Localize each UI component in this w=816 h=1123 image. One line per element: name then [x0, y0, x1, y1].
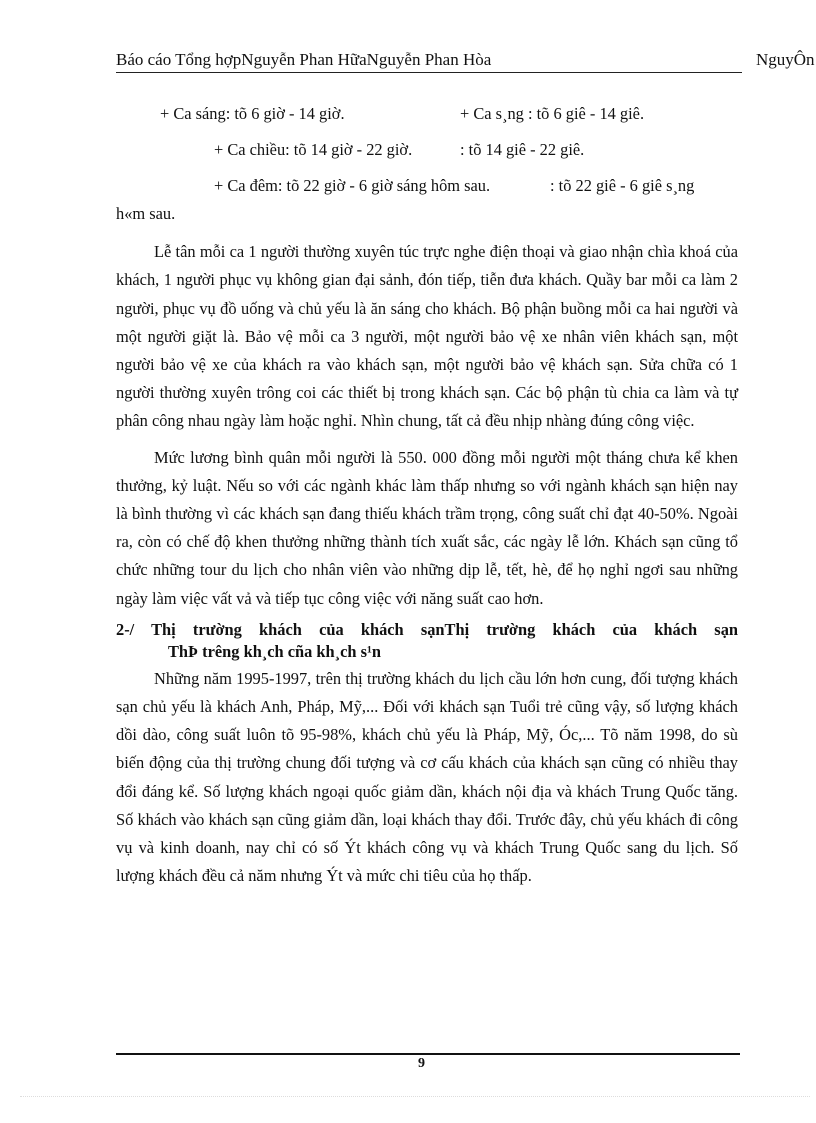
shift-morning: + Ca sáng: tõ 6 giờ - 14 giờ.: [160, 104, 345, 123]
shift-night-garbled: : tõ 22 giê - 6 giê s¸ng: [550, 176, 695, 195]
shift-night: + Ca đêm: tõ 22 giờ - 6 giờ sáng hôm sau.: [214, 176, 491, 195]
paragraph-salary: Mức lương bình quân mỗi người là 550. 000 đồng mỗi người một tháng chưa kể khen thưởng, kỷ luật. Nếu so với các ngành khác làm thấp nhưng so với ngành khách sạn hiện nay là bình thường vì các khách sạn đang thiếu khách trầm trọng, công suất chỉ đạt 40-50%. Ngoài ra, còn có chế độ khen thưởng những thành tích xuất sắc, các ngày lễ lớn. Khách sạn cũng tổ chức những tour du lịch cho nhân viên vào những dịp lễ, tết, hè, để họ nghỉ ngơi sau những ngày làm việc vất vả và tiếp tục công việc với năng suất cao hơn.: [116, 447, 738, 608]
footer-divider: [116, 1053, 740, 1055]
shift-night-line: [116, 172, 738, 200]
shift-morning-line: [116, 100, 738, 136]
shift-morning-garbled: + Ca s¸ng : tõ 6 giê - 14 giê.: [460, 104, 645, 123]
header-divider: [116, 72, 742, 73]
paragraph-staffing: Lễ tân mỗi ca 1 người thường xuyên túc trực nghe điện thoại và giao nhận chìa khoá của khách, 1 người phục vụ không gian đại sảnh, đón tiếp, tiễn đưa khách. Quầy bar mỗi ca làm 2 người, phục vụ đồ uống và chủ yếu là ăn sáng cho khách. Bộ phận buồng mỗi ca hai người và một người giặt là. Bảo vệ mỗi ca 3 người, một người bảo vệ xe nhân viên khách sạn, một người bảo vệ xe của khách ra vào khách sạn, một người bảo vệ khách sạn. Sửa chữa có 1 người thường xuyên trông coi các thiết bị trong khách sạn. Các bộ phận tù chia ca làm và tự phân công nhau ngày làm hoặc nghỉ. Nhìn chung, tất cả đều nhịp nhàng đúng công việc.: [116, 242, 738, 431]
page-header-title: Báo cáo Tổng hợpNguyễn Phan HữaNguyễn Phan Hòa: [116, 50, 492, 69]
shift-afternoon-line: [116, 136, 738, 172]
section-heading: 2-/ Thị trường khách của khách sạnThị trường khách của khách sạn: [116, 619, 738, 639]
page-number: 9: [418, 1056, 425, 1071]
document-body: [116, 100, 738, 890]
shift-afternoon: + Ca chiều: tõ 14 giờ - 22 giờ.: [214, 140, 413, 159]
shift-afternoon-garbled: : tõ 14 giê - 22 giê.: [460, 140, 585, 159]
paragraph-market: Những năm 1995-1997, trên thị trường khách du lịch cầu lớn hơn cung, đối tượng khách sạn chủ yếu là khách Anh, Pháp, Mỹ,... Đối với khách sạn Tuổi trẻ cũng vậy, số lượng khách dồi dào, công suất luôn tõ 95-98%, khách chủ yếu là Pháp, Mỹ, Óc,... Tõ năm 1998, do sù biến động của thị trường chung đối tượng và cơ cấu khách của khách sạn cũng có nhiều thay đổi đáng kể. Số lượng khách ngoại quốc giảm dần, khách nội địa và khách Trung Quốc tăng. Số khách vào khách sạn cũng giảm dần, loại khách thay đổi. Trước đây, chủ yếu khách đi công vụ và kinh doanh, nay chỉ có số Ýt khách công vụ và khách Trung Quốc sang du lịch. Số lượng khách đều cả năm nhưng Ýt và mức chi tiêu của họ thấp.: [116, 668, 738, 886]
shift-night-tail: h«m sau.: [116, 204, 176, 223]
section-heading-garbled: ThÞ trêng kh¸ch cña kh¸ch s¹n: [168, 641, 382, 661]
page-header-fragment: NguyÔn: [756, 50, 815, 69]
page-bottom-edge: [20, 1096, 810, 1097]
